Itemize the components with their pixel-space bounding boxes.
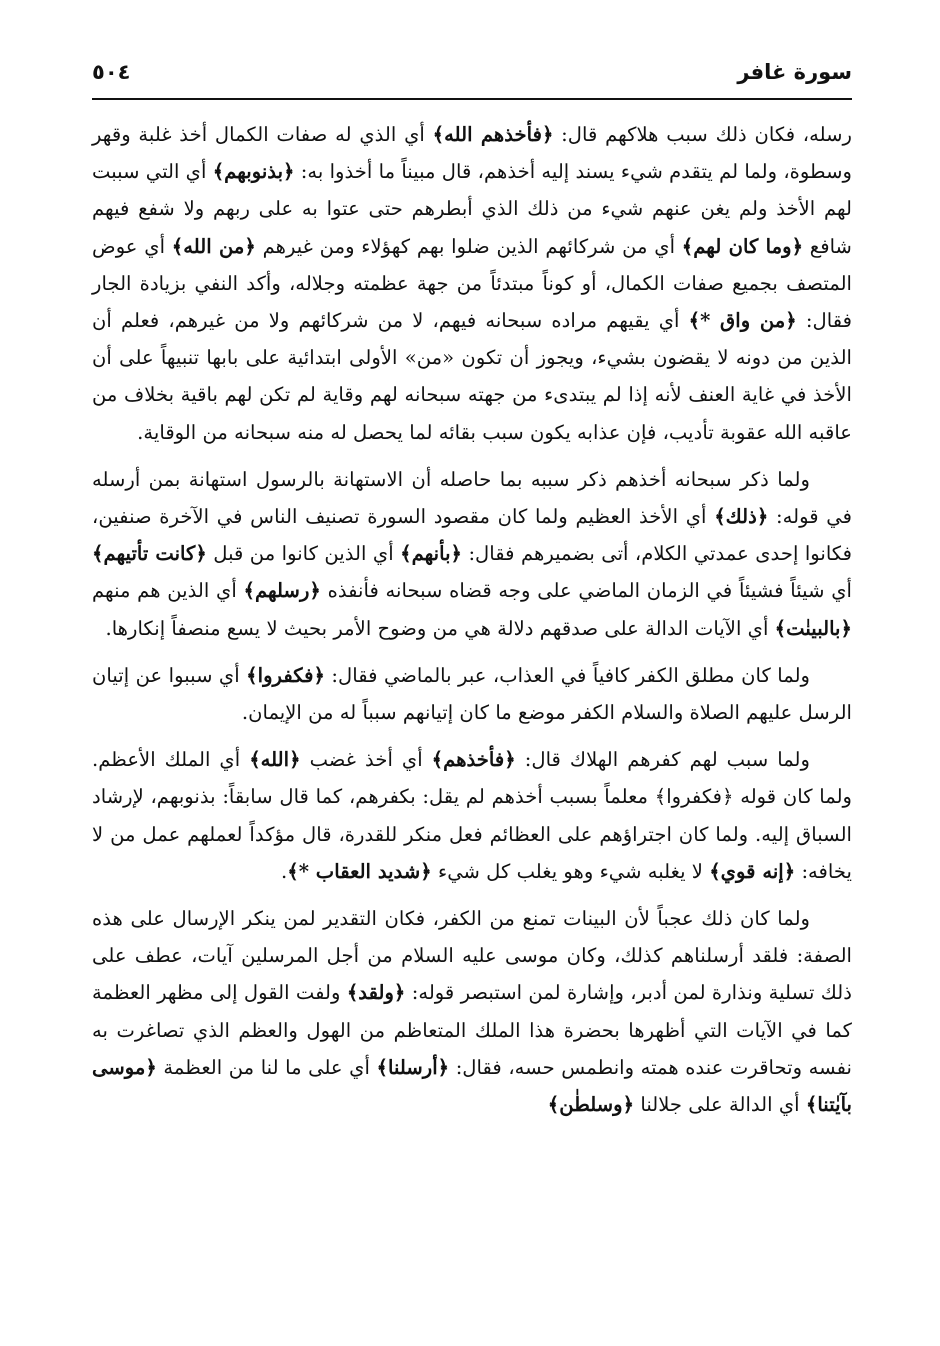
commentary-text: أي الأخذ العظيم ولما كان مقصود السورة تصنيف الناس في الآخرة صنفين، فكانوا إحدى عمدتي الكلام، أتى بضميرهم فقال:	[92, 505, 852, 566]
commentary-text: ولفت القول إلى مظهر العظمة كما في الآيات التي أظهرها بحضرة هذا الملك المتعاظم من الهول والعظم الذي تصاغرت به نفسه وتحاقرت عنده همته وانطمس حسه، فقال:	[92, 981, 852, 1079]
paragraph	[92, 741, 852, 890]
paragraph	[92, 900, 852, 1123]
commentary-text: أي على ما لنا من العظمة	[156, 1055, 377, 1079]
quran-quote: ﴿ذلك﴾	[714, 505, 769, 529]
commentary-text: ولما كان ذلك عجباً لأن البينات تمنع من الكفر، فكان التقدير لمن ينكر الإرسال على هذه الصفة: فلقد أرسلناهم كذلك، وكان موسى عليه السلام من أجل المرسلين آيات، عطف على ذلك تسلية ونذارة لمن أدبر، وإشارة لمن استبصر قوله:	[92, 907, 852, 1005]
commentary-text: أي التي سببت لهم الأخذ ولم يغن عنهم شيء من ذلك الذي أبطرهم حتى عتوا به على ربهم ولا شفع فيهم شافع	[92, 160, 852, 258]
commentary-text: أي سببوا عن إتيان الرسل عليهم الصلاة والسلام الكفر موضع ما كان إتيانهم سبباً له من الإيمان.	[92, 663, 852, 725]
commentary-text: أي شيئاً فشيئاً في الزمان الماضي على وجه قضاه سبحانه فأنفذه	[320, 579, 852, 603]
quran-quote: ﴿بذنوبهم﴾	[212, 160, 295, 184]
paragraph	[92, 116, 852, 451]
page-number: ٥٠٤	[92, 60, 131, 84]
quran-quote: ﴿إنه قوي﴾	[709, 859, 796, 883]
quran-quote: ﴿شديد العقاب *﴾	[287, 859, 432, 883]
running-header	[92, 58, 852, 100]
quran-quote: ﴿وما كان لهم﴾	[681, 234, 804, 258]
commentary-text: لا يغلبه شيء وهو يغلب كل شيء	[431, 859, 710, 883]
quran-quote: ﴿فأخذهم﴾	[431, 748, 516, 772]
commentary-text: أي الذين كانوا من قبل	[206, 542, 401, 566]
commentary-text: أي أخذ غضب	[300, 748, 432, 772]
quran-quote: ﴿الله﴾	[249, 748, 301, 772]
commentary-text: أي من شركائهم الذين ضلوا بهم كهؤلاء ومن غيرهم	[255, 234, 682, 258]
commentary-text: رسله، فكان ذلك سبب هلاكهم قال:	[553, 123, 852, 146]
quran-quote: ﴿من واق *﴾	[688, 309, 797, 333]
commentary-text: أي الملك الأعظم. ولما كان قوله ﴿فكفروا﴾ معلماً بسبب أخذهم لم يقل: بكفرهم، كما قال سابقاً: بذنوبهم، لإرشاد السباق إليه. ولما كان اجتراؤهم على العظائم فعل منكر للقدرة، قال مؤكداً لعملهم عمل من لا يخافه:	[92, 748, 852, 883]
quran-quote: ﴿موسى بآيٰتنا﴾	[92, 1055, 852, 1117]
commentary-text: ولما ذكر سبحانه أخذهم ذكر سببه بما حاصله أن الاستهانة بالرسول استهانة بمن أرسله في قوله:	[92, 467, 852, 529]
commentary-text: أي يقيهم مراده سبحانه فيهم، لا من شركائهم ولا من غيرهم، فعلم أن الذين من دونه لا يقضون بشيء، ويجوز أن تكون «من» الأولى ابتدائية على بابها تنبيهاً على أن الأخذ في غاية العنف لأنه إذا لم يبتدىء من جهته سبحانه لهم وقاية لم تكن لهم باقية بخلاف من عاقبه الله عقوبة تأديب، فإن عذابه يكون سبب بقائه لما يحصل له منه سبحانه من الوقاية.	[92, 309, 852, 444]
page-body	[92, 116, 852, 1133]
quran-quote: ﴿بأنهم﴾	[400, 542, 463, 566]
quran-quote: ﴿أرسلنا﴾	[376, 1055, 450, 1079]
quran-quote: ﴿فكفروا﴾	[246, 663, 325, 687]
quran-quote: ﴿وسلطٰن﴾	[547, 1093, 635, 1117]
quran-quote: ﴿فأخذهم الله﴾	[432, 123, 554, 146]
paragraph	[92, 657, 852, 731]
quran-quote: ﴿من الله﴾	[171, 234, 256, 258]
commentary-text: أي الآيات الدالة على صدقهم دلالة هي من وضوح الأمر بحيث لا يسع منصفاً إنكارها.	[105, 616, 775, 640]
commentary-text: أي الذي له صفات الكمال أخذ غلبة وقهر وسطوة، ولما لم يتقدم شيء يسند إليه أخذهم، قال مبيناً ما أخذوا به:	[92, 123, 852, 184]
surah-title: سورة غافر	[737, 60, 852, 84]
quran-quote: ﴿ولقد﴾	[346, 981, 406, 1005]
quran-quote: ﴿كانت تأتيهم﴾	[92, 542, 207, 566]
commentary-text: ولما كان مطلق الكفر كافياً في العذاب، عبر بالماضي فقال:	[324, 663, 810, 687]
commentary-text: ولما سبب لهم كفرهم الهلاك قال:	[515, 748, 810, 772]
commentary-text: أي الذين هم منهم	[92, 579, 244, 603]
commentary-text: أي عوض المتصف بجميع صفات الكمال، أو كوناً مبتدئاً من جهة عظمته وجلاله، وأكد النفي بزيادة الجار فقال:	[92, 234, 852, 333]
commentary-text: .	[281, 859, 288, 883]
commentary-text: أي الدالة على جلالنا	[634, 1093, 806, 1117]
quran-quote: ﴿رسلهم﴾	[243, 579, 321, 603]
quran-quote: ﴿بالبينٰت﴾	[774, 616, 852, 640]
paragraph	[92, 461, 852, 647]
